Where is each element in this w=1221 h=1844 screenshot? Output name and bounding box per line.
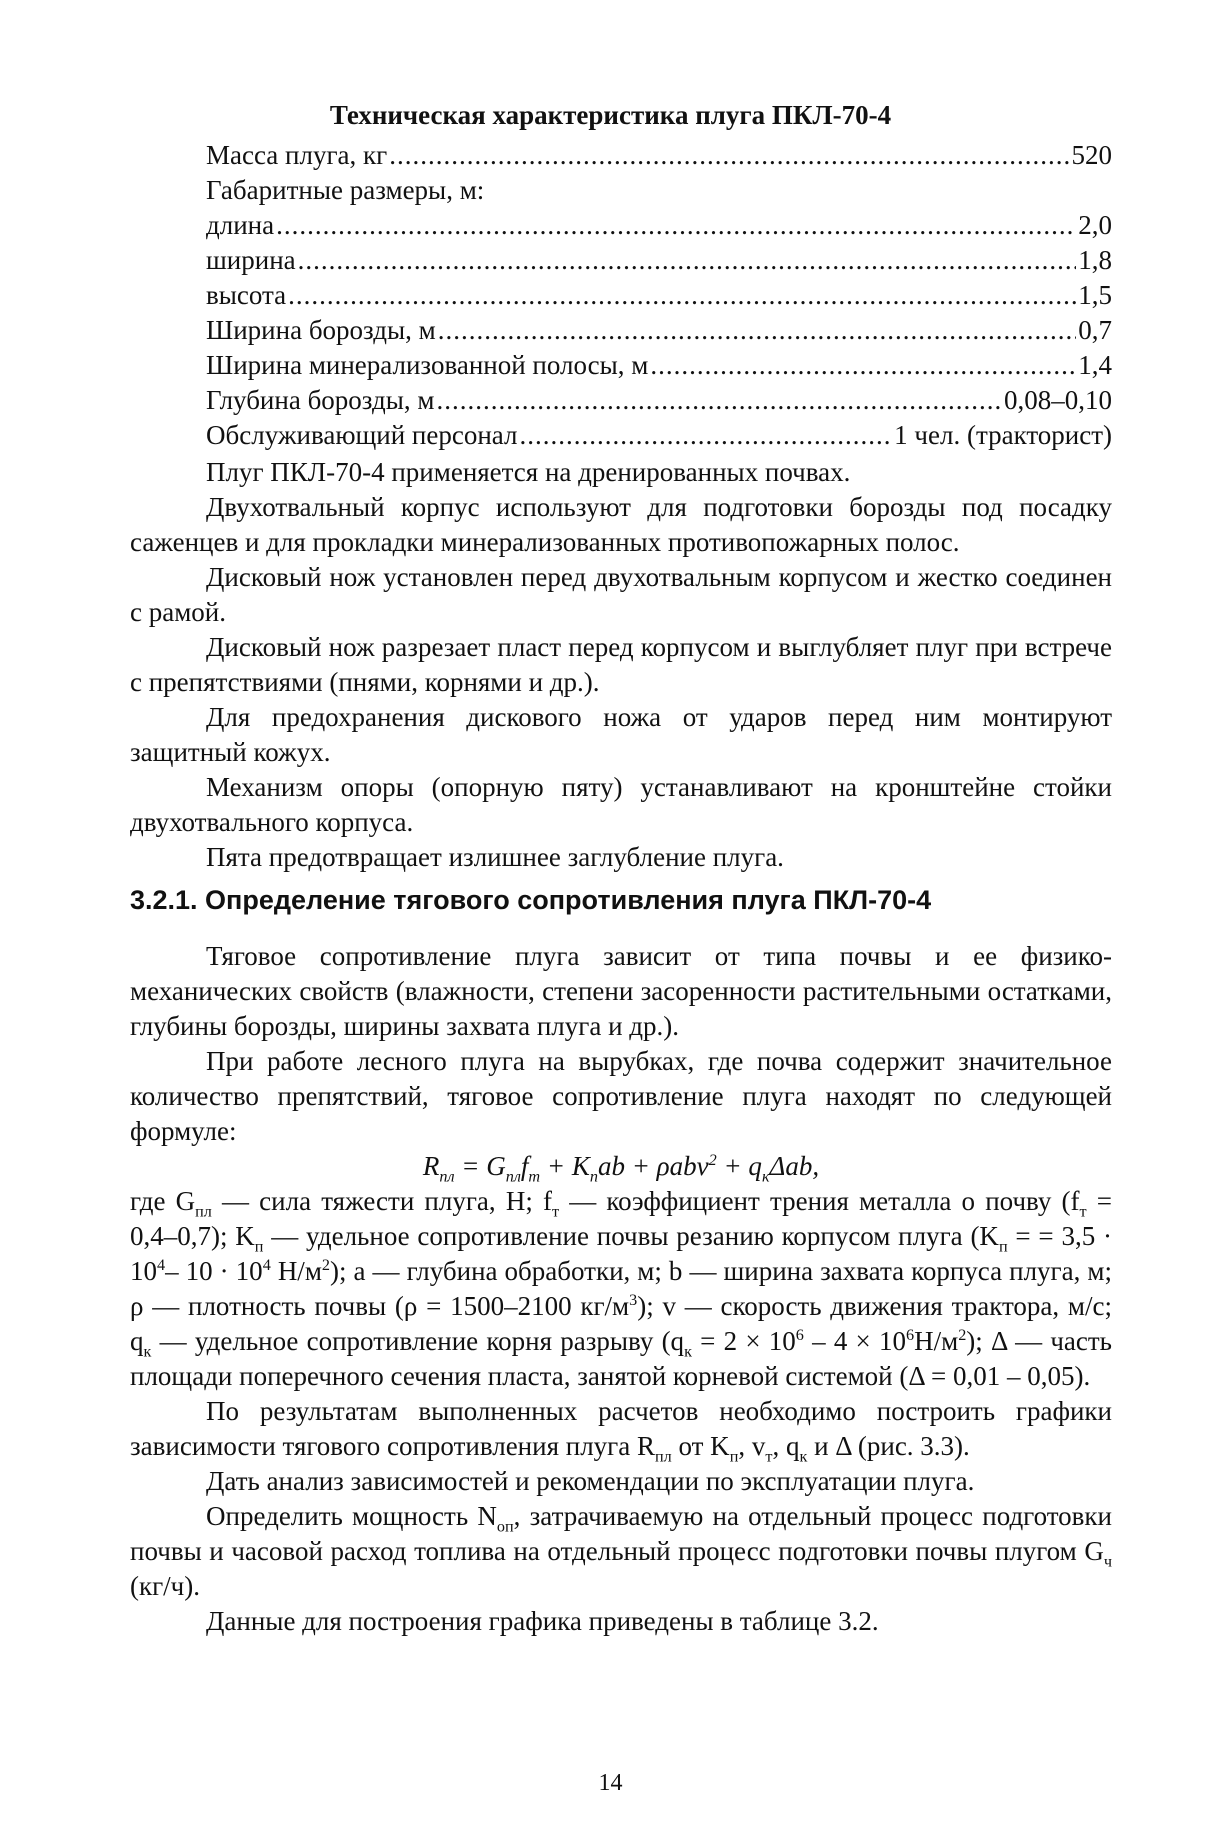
formula: $R_{пл} = G_{пл}f_т + K_пab + \rho abv^2 + q_к\Delta ab$,	[422, 1151, 820, 1186]
spec-row	[206, 175, 1112, 210]
spec-row	[206, 350, 1112, 385]
spec-list	[206, 140, 1112, 455]
leader-dots	[650, 350, 1076, 381]
leader-dots	[276, 210, 1076, 241]
spec-value: 0,08–0,10	[1004, 385, 1112, 415]
spec-row	[206, 140, 1112, 175]
paragraph: Механизм опоры (опорную пяту) устанавливают на кронштейне стойки двухотвального корпуса.	[130, 772, 1112, 837]
leader-dots	[389, 140, 1069, 171]
spec-value: 1 чел. (тракторист)	[894, 420, 1112, 450]
spec-row	[206, 420, 1112, 455]
paragraph: Пята предотвращает излишнее заглубление плуга.	[206, 842, 784, 872]
spec-value: 1,8	[1078, 245, 1112, 275]
leader-dots	[438, 315, 1077, 346]
paragraph: Дисковый нож разрезает пласт перед корпусом и выглубляет плуг при встрече с препятствиями (пнями, корнями и др.).	[130, 632, 1112, 697]
leader-dots	[436, 385, 1002, 416]
spec-label: Ширина минерализованной полосы, м	[206, 350, 649, 380]
spec-value: 0,7	[1078, 315, 1112, 345]
spec-label: Глубина борозды, м	[206, 385, 435, 415]
spec-value: 520	[1071, 140, 1112, 170]
spec-row	[206, 210, 1112, 245]
paragraph: Тяговое сопротивление плуга зависит от типа почвы и ее физико-механических свойств (влажности, степени засоренности растительными остатками, глубины борозды, ширины захвата плуга и др.).	[130, 941, 1112, 1041]
spec-label: длина	[206, 210, 275, 240]
paragraph: При работе лесного плуга на вырубках, где почва содержит значительное количество препятствий, тяговое сопротивление плуга находят по следующей формуле:	[130, 1046, 1112, 1146]
paragraph: Плуг ПКЛ-70-4 применяется на дренированных почвах.	[206, 457, 851, 487]
spec-row	[206, 315, 1112, 350]
paragraph: Дисковый нож установлен перед двухотвальным корпусом и жестко соединен с рамой.	[130, 562, 1112, 627]
paragraph: Дать анализ зависимостей и рекомендации по эксплуатации плуга.	[206, 1466, 975, 1496]
leader-dots	[288, 280, 1076, 311]
paragraph: Двухотвальный корпус используют для подготовки борозды под посадку саженцев и для прокладки минерализованных противопожарных полос.	[130, 492, 1112, 557]
paragraph: По результатам выполненных расчетов необходимо построить графики зависимости тягового сопротивления плуга $R_{пл}$ от $K_п$, $v_т$, $q_к$ и Δ (рис. 3.3).	[130, 1396, 1112, 1466]
spec-label: Обслуживающий персонал	[206, 420, 518, 450]
spec-label: ширина	[206, 245, 296, 275]
intro-text	[130, 455, 1112, 875]
paragraph: Для предохранения дискового ножа от ударов перед ним монтируют защитный кожух.	[130, 702, 1112, 767]
paragraph: Определить мощность $N_{оп}$, затрачиваемую на отдельный процесс подготовки почвы и часовой расход топлива на отдельный процесс подготовки почвы плугом $G_ч$ (кг/ч).	[130, 1501, 1112, 1601]
page-number: 14	[598, 1770, 623, 1796]
spec-value: 1,4	[1078, 350, 1112, 380]
spec-value: 2,0	[1078, 210, 1112, 240]
spec-label: Ширина борозды, м	[206, 315, 436, 345]
leader-dots	[520, 420, 893, 451]
spec-label: высота	[206, 280, 287, 310]
specs-title: Техническая характеристика плуга ПКЛ-70-4	[329, 100, 892, 130]
section-heading: 3.2.1. Определение тягового сопротивления плуга ПКЛ-70-4	[130, 885, 932, 915]
spec-row	[206, 280, 1112, 315]
paragraph: Данные для построения графика приведены в таблице 3.2.	[206, 1606, 879, 1636]
spec-label: Габаритные размеры, м:	[206, 175, 485, 205]
spec-value: 1,5	[1078, 280, 1112, 310]
spec-row	[206, 385, 1112, 420]
leader-dots	[298, 245, 1077, 276]
section-text	[130, 939, 1112, 1639]
formula-variables: где $G_{пл}$ — сила тяжести плуга, Н; $f_т$ — коэффициент трения металла о почву $(f_т = 0,4-0,7)$; $K_п$ — удельное сопротивление почвы резанию корпусом плуга ($K_п$ = = $3,5 \cdot 10^4-$ $10 \cdot 10^4$ $Н/м^2$); a — глубина обработки, м; b — ширина захвата корпуса плуга, м; ρ — плотность почвы (ρ = 1500–2100 $кг/м^3$); v — скорость движения трактора, м/с; $q_к$ — удельное сопротивление корня разрыву $(q_к = 2 \times 10^6 - 4 \times 10^6Н/м^2)$; Δ — часть площади поперечного сечения пласта, занятой корневой системой (Δ = 0,01 – 0,05).	[130, 1186, 1113, 1391]
spec-row	[206, 245, 1112, 280]
spec-label: Масса плуга, кг	[206, 140, 388, 170]
